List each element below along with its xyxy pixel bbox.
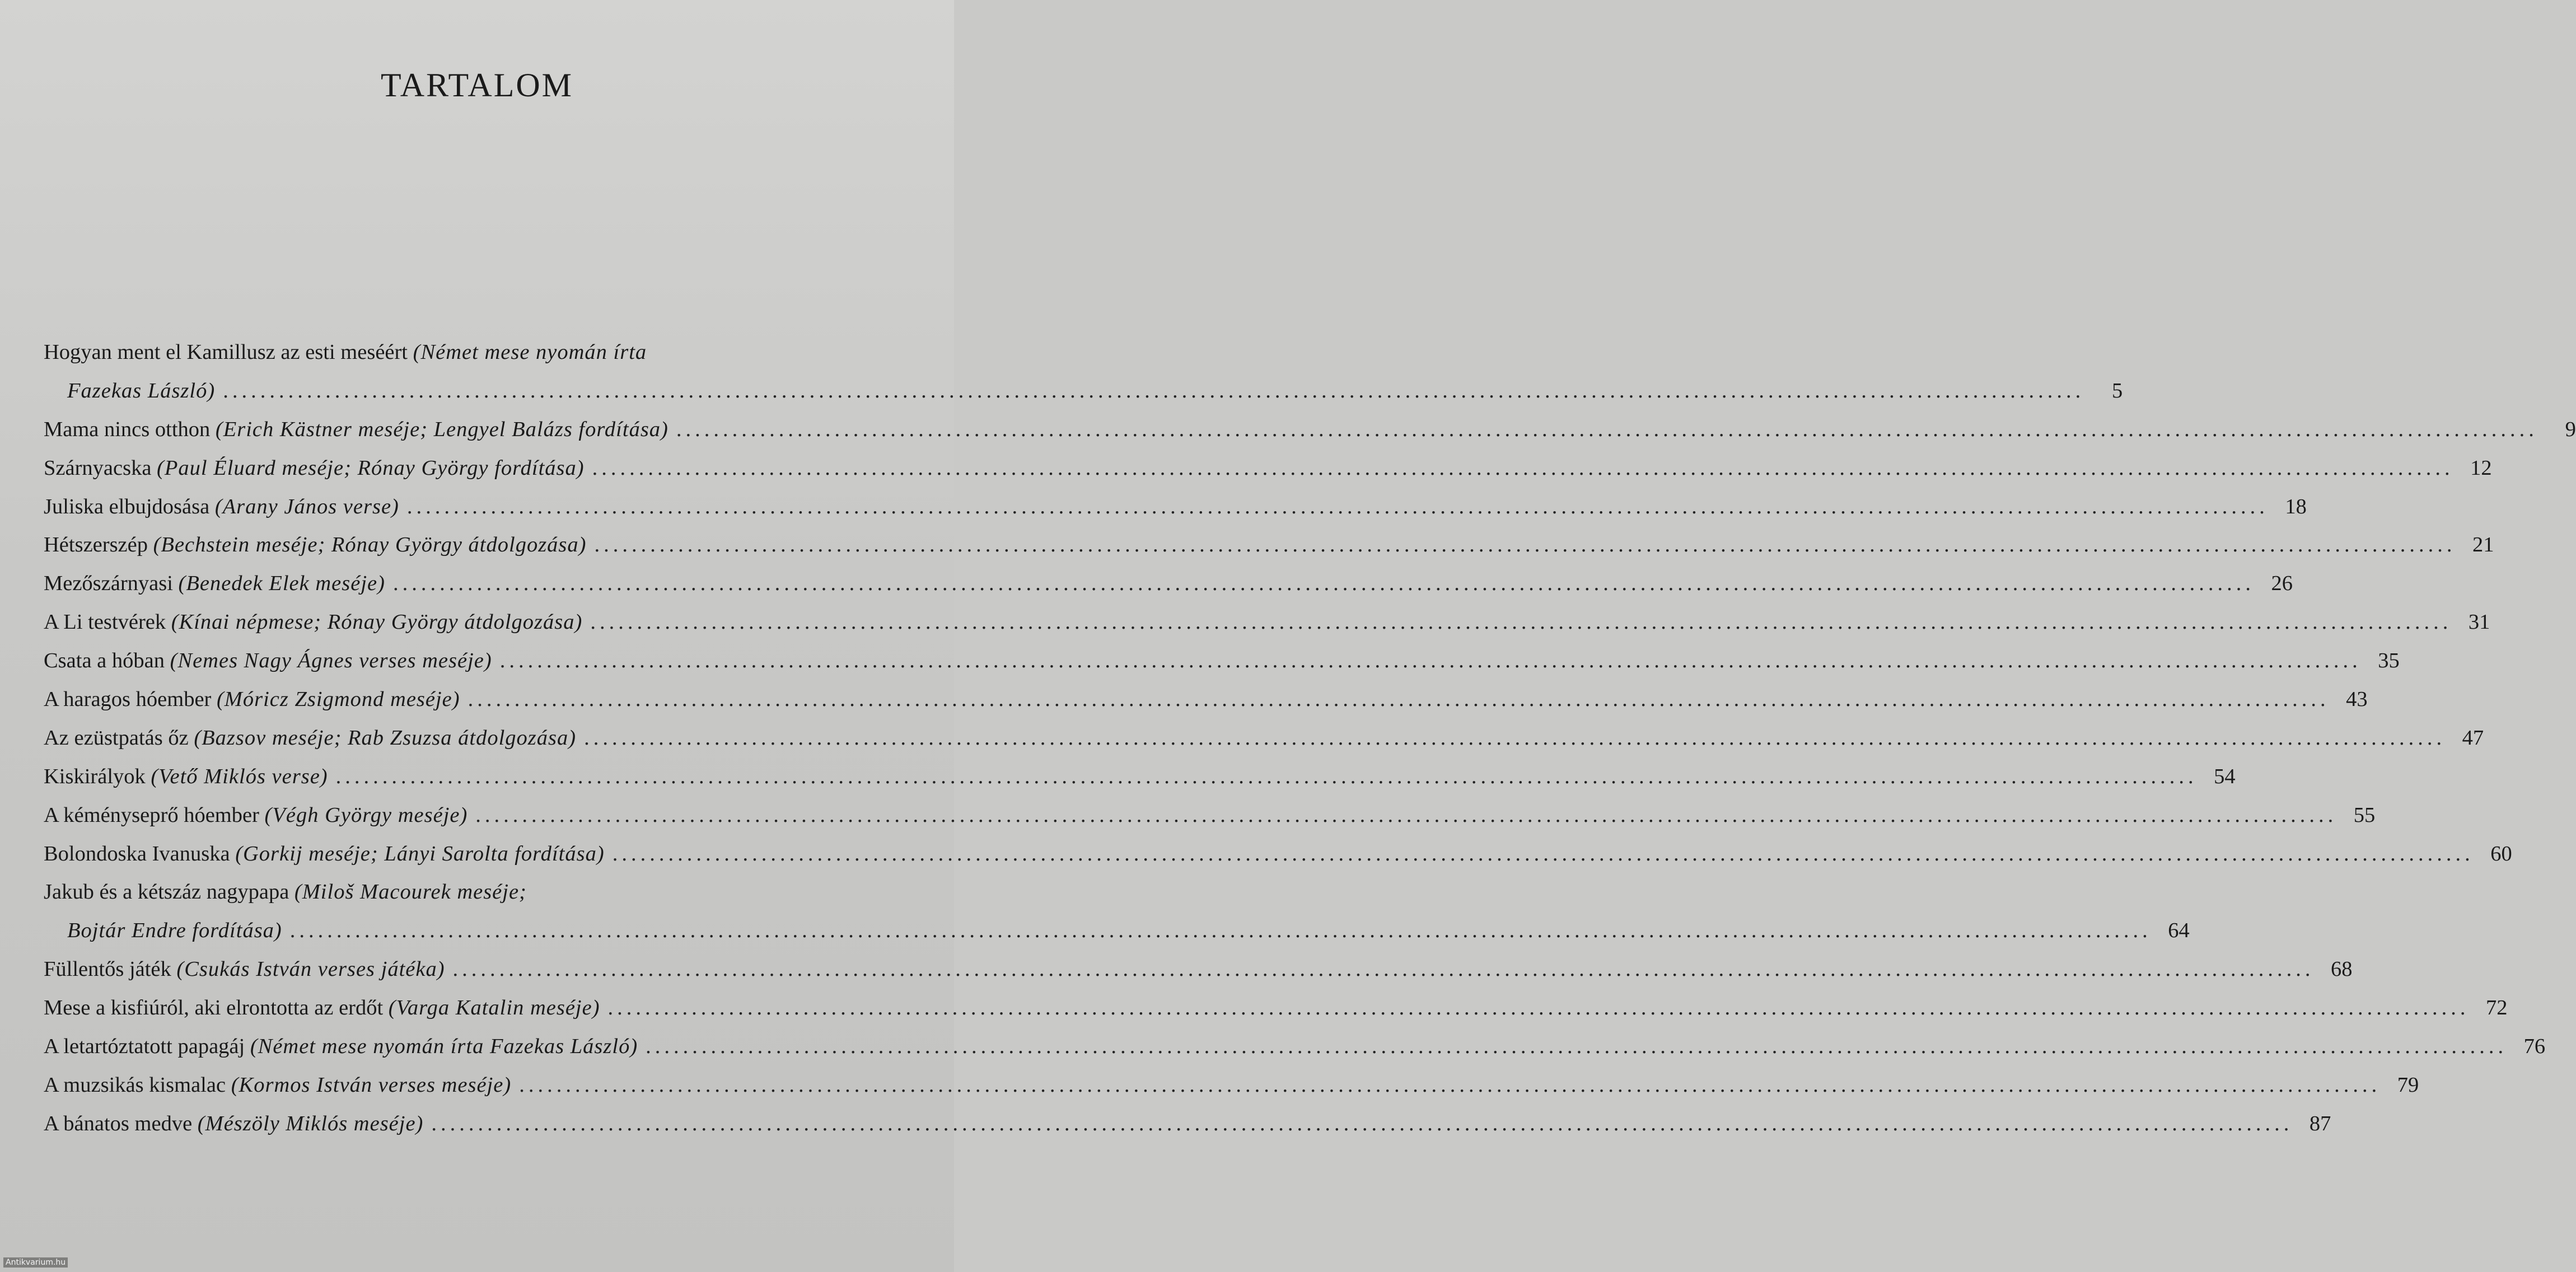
toc-line: [44, 564, 2293, 603]
entry-page: 21: [2472, 533, 2494, 557]
entry-title: A Li testvérek: [44, 610, 166, 634]
toc-entry: [44, 757, 2236, 796]
dot-leader: ........................................................................................................................................................................................................: [676, 417, 2538, 441]
dot-leader: ........................................................................................................................................................................................................: [406, 494, 2269, 518]
entry-title: Hétszerszép: [44, 533, 148, 557]
entry-author: (Vető Miklós verse): [151, 764, 328, 788]
entry-author: (Kormos István verses meséje): [231, 1073, 512, 1097]
toc-entry: [44, 1105, 2331, 1143]
entry-title: Az ezüstpatás őz: [44, 726, 189, 750]
toc-entry: [44, 603, 2490, 642]
entry-page: 72: [2486, 996, 2508, 1020]
dot-leader: ........................................................................................................................................................................................................: [607, 996, 2470, 1020]
entry-author: (Nemes Nagy Ágnes verses meséje): [170, 649, 492, 673]
entry-title: Mese a kisfiúról, aki elrontotta az erdőt: [44, 996, 384, 1020]
entry-page: 35: [2378, 649, 2400, 673]
entry-title: Csata a hóban: [44, 649, 165, 673]
entry-page: 43: [2346, 688, 2368, 712]
dot-leader: ........................................................................................................................................................................................................: [452, 957, 2315, 981]
toc-entry: [44, 410, 2576, 449]
toc-entry: [44, 796, 2376, 835]
toc-entry: [44, 680, 2368, 719]
dot-leader: ........................................................................................................................................................................................................: [431, 1111, 2293, 1135]
toc-line: [44, 757, 2236, 796]
entry-title: Jakub és a kétszáz nagypapa: [44, 880, 289, 904]
toc-entry: [44, 873, 2190, 950]
entry-title: A letartóztatott papagáj: [44, 1035, 245, 1059]
entry-title: Mezőszárnyasi: [44, 572, 173, 596]
toc-entry: [44, 835, 2512, 873]
entry-page: 76: [2523, 1035, 2546, 1059]
toc-line: [44, 1027, 2546, 1066]
entry-author-cont: Fazekas László): [67, 378, 216, 403]
entry-author: (Móricz Zsigmond meséje): [216, 688, 460, 712]
dot-leader: ........................................................................................................................................................................................................: [335, 764, 2198, 788]
entry-page: 60: [2490, 841, 2512, 866]
entry-author: (Gorkij meséje; Lányi Sarolta fordítása): [235, 841, 605, 866]
entry-author: (Miloš Macourek meséje;: [294, 880, 527, 904]
entry-title: A bánatos medve: [44, 1111, 193, 1135]
entry-author: (Bechstein meséje; Rónay György átdolgozása): [153, 533, 587, 557]
dot-leader: ........................................................................................................................................................................................................: [475, 803, 2337, 827]
toc-line: [44, 1066, 2419, 1105]
toc-line: [44, 333, 917, 372]
toc-entry: [44, 333, 2123, 410]
entry-author: (Erich Kästner meséje; Lengyel Balázs fordítása): [215, 417, 668, 441]
entry-page: 68: [2331, 957, 2353, 981]
entry-author: (Csukás István verses játéka): [176, 957, 445, 981]
dot-leader: ........................................................................................................................................................................................................: [467, 688, 2330, 712]
entry-page: 31: [2468, 610, 2490, 634]
dot-leader: ........................................................................................................................................................................................................: [590, 610, 2452, 634]
entry-page: 79: [2397, 1073, 2419, 1097]
dot-leader: ........................................................................................................................................................................................................: [584, 726, 2446, 750]
toc-line: [44, 950, 2353, 989]
entry-author: (Arany János verse): [214, 494, 399, 518]
entry-page: 55: [2353, 803, 2376, 827]
toc-line-continued: [44, 911, 2190, 950]
toc-line: [44, 1105, 2331, 1143]
entry-page: 18: [2285, 494, 2307, 518]
toc-line: [44, 642, 2400, 680]
entry-page: 47: [2462, 726, 2484, 750]
entry-page: 26: [2271, 572, 2293, 596]
entry-author: (Német mese nyomán írta: [413, 340, 647, 364]
toc-entry: [44, 449, 2492, 488]
dot-leader: ........................................................................................................................................................................................................: [612, 841, 2474, 866]
entry-title: A muzsikás kismalac: [44, 1073, 226, 1097]
dot-leader: ........................................................................................................................................................................................................: [519, 1073, 2381, 1097]
toc-line: [44, 873, 917, 911]
toc-line-continued: [44, 372, 2123, 410]
toc-line: [44, 526, 2494, 564]
toc-entry: [44, 526, 2494, 564]
toc-entry: [44, 989, 2508, 1027]
toc-line: [44, 603, 2490, 642]
dot-leader: ........................................................................................................................................................................................................: [223, 378, 2085, 403]
entry-author: (Benedek Elek meséje): [178, 572, 385, 596]
toc-line: [44, 989, 2508, 1027]
entry-title: Szárnyacska: [44, 456, 152, 480]
page-title: TARTALOM: [380, 67, 574, 104]
entry-author: (Kínai népmese; Rónay György átdolgozása): [171, 610, 583, 634]
dot-leader: ........................................................................................................................................................................................................: [594, 533, 2456, 557]
toc-line: [44, 410, 2576, 449]
entry-title: Juliska elbujdosása: [44, 494, 210, 518]
toc-entry: [44, 488, 2307, 526]
entry-title: Füllentős játék: [44, 957, 171, 981]
dot-leader: ........................................................................................................................................................................................................: [392, 572, 2255, 596]
toc-line: [44, 796, 2376, 835]
entry-page: 9: [2565, 417, 2576, 441]
toc-line: [44, 719, 2484, 757]
watermark: Antikvarium.hu: [3, 1257, 68, 1268]
entry-title: Mama nincs otthon: [44, 417, 211, 441]
toc-entry: [44, 1027, 2546, 1066]
entry-title: Kiskirályok: [44, 764, 146, 788]
toc-line: [44, 449, 2492, 488]
entry-title: Hogyan ment el Kamillusz az esti meséért: [44, 340, 408, 364]
table-of-contents: [44, 333, 2576, 1143]
dot-leader: ........................................................................................................................................................................................................: [289, 919, 2152, 943]
entry-page: 87: [2309, 1111, 2331, 1135]
entry-author: (Mészöly Miklós meséje): [197, 1111, 424, 1135]
entry-title: A kéményseprő hóember: [44, 803, 259, 827]
entry-page: 54: [2214, 764, 2236, 788]
entry-author-cont: Bojtár Endre fordítása): [67, 919, 282, 943]
entry-title: A haragos hóember: [44, 688, 212, 712]
dot-leader: ........................................................................................................................................................................................................: [499, 649, 2362, 673]
entry-page: 12: [2470, 456, 2492, 480]
toc-entry: [44, 719, 2484, 757]
toc-line: [44, 835, 2512, 873]
entry-page: 5: [2111, 378, 2123, 403]
entry-page: 64: [2168, 919, 2190, 943]
dot-leader: ........................................................................................................................................................................................................: [592, 456, 2454, 480]
entry-author: (Német mese nyomán írta Fazekas László): [250, 1035, 638, 1059]
entry-author: (Paul Éluard meséje; Rónay György fordítása): [157, 456, 585, 480]
toc-line: [44, 680, 2368, 719]
dot-leader: ........................................................................................................................................................................................................: [646, 1035, 2508, 1059]
toc-entry: [44, 642, 2400, 680]
toc-entry: [44, 950, 2353, 989]
entry-author: (Varga Katalin meséje): [388, 996, 600, 1020]
entry-title: Bolondoska Ivanuska: [44, 841, 230, 866]
toc-entry: [44, 1066, 2419, 1105]
toc-line: [44, 488, 2307, 526]
toc-entry: [44, 564, 2293, 603]
entry-author: (Végh György meséje): [264, 803, 468, 827]
entry-author: (Bazsov meséje; Rab Zsuzsa átdolgozása): [194, 726, 577, 750]
